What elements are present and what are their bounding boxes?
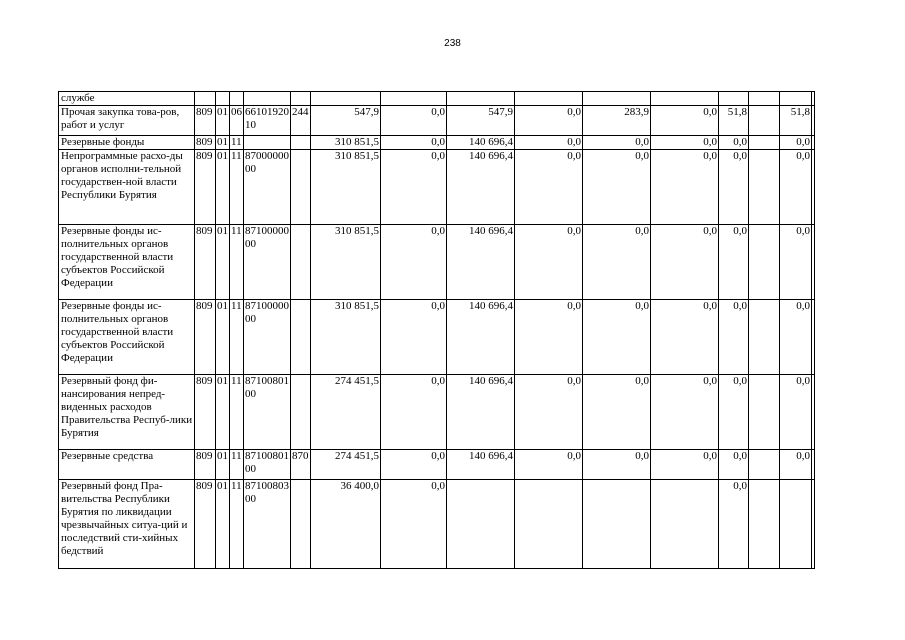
page-number: 238 [444,38,461,49]
amount-cell: 0,0 [583,450,651,480]
row-name: службе [59,92,195,106]
amount-cell: 0,0 [515,375,583,450]
amount-cell: 0,0 [583,150,651,225]
subsection-code: 11 [230,450,244,480]
amount-cell: 0,0 [651,450,719,480]
amount-cell: 0,0 [381,300,447,375]
expense-type-code [291,150,311,225]
amount-cell [749,150,780,225]
table-row [59,225,815,300]
expense-type-code [291,480,311,569]
percent-cell: 0,0 [780,225,812,300]
amount-cell: 547,9 [311,106,381,136]
target-article-code: 8710080300 [244,480,291,569]
percent-cell: 0,0 [780,450,812,480]
amount-cell [749,136,780,150]
kvsr-code: 809 [195,300,216,375]
amount-cell: 0,0 [381,225,447,300]
amount-cell [749,480,780,569]
amount-cell [812,136,815,150]
kvsr-code: 809 [195,225,216,300]
percent-cell: 51,8 [719,106,749,136]
target-article-code [244,92,291,106]
amount-cell: 0,0 [515,300,583,375]
row-name: Резервный фонд фи-нансирования непред-виденных расходов Правительства Респуб-лики Бурятия [59,375,195,450]
kvsr-code: 809 [195,150,216,225]
amount-cell [749,300,780,375]
table-row [59,92,815,106]
amount-cell [812,225,815,300]
kvsr-code: 809 [195,450,216,480]
section-code [216,92,230,106]
target-article-code: 8710080100 [244,375,291,450]
section-code: 01 [217,136,228,148]
amount-cell [749,225,780,300]
amount-cell [749,375,780,450]
section-code: 01 [216,150,230,225]
percent-cell: 0,0 [780,136,812,150]
percent-cell: 0,0 [719,136,749,150]
amount-cell: 310 851,5 [311,136,381,150]
amount-cell: 36 400,0 [311,480,381,569]
amount-cell: 140 696,4 [447,150,515,225]
kvsr-code: 809 [195,480,216,569]
amount-cell: 0,0 [381,375,447,450]
amount-cell: 0,0 [381,450,447,480]
kvsr-code: 809 [195,106,216,136]
amount-cell: 0,0 [515,136,583,150]
subsection-code: 11 [230,480,244,569]
amount-cell: 140 696,4 [447,375,515,450]
amount-cell [651,480,719,569]
target-article-code: 8710080100 [244,450,291,480]
percent-cell [780,480,812,569]
target-article-code: 8710000000 [244,300,291,375]
amount-cell: 0,0 [651,300,719,375]
expense-type-code [291,136,311,150]
percent-cell [780,92,812,106]
row-name: Резервные фонды ис-полнительных органов государственной власти субъектов Российской Федерации [59,300,195,375]
subsection-code [230,92,244,106]
percent-cell: 0,0 [719,300,749,375]
amount-cell: 140 696,4 [447,136,515,150]
amount-cell: 0,0 [651,136,719,150]
amount-cell: 0,0 [515,150,583,225]
expense-type-code [291,225,311,300]
amount-cell: 310 851,5 [311,225,381,300]
amount-cell: 0,0 [381,136,447,150]
amount-cell [812,300,815,375]
table-row [59,375,815,450]
amount-cell: 0,0 [651,375,719,450]
table-row [59,480,815,569]
budget-table [58,91,815,569]
amount-cell: 283,9 [583,106,651,136]
amount-cell: 140 696,4 [447,300,515,375]
percent-cell: 0,0 [719,375,749,450]
percent-cell: 0,0 [780,150,812,225]
amount-cell [447,480,515,569]
table-row [59,450,815,480]
section-code: 01 [216,375,230,450]
amount-cell: 0,0 [651,150,719,225]
amount-cell: 274 451,5 [311,375,381,450]
expense-type-code [291,375,311,450]
amount-cell: 0,0 [651,106,719,136]
amount-cell: 0,0 [583,300,651,375]
amount-cell: 0,0 [381,480,447,569]
subsection-code: 11 [230,150,244,225]
amount-cell: 310 851,5 [311,300,381,375]
subsection-code: 11 [231,136,242,148]
expense-type-code: 870 [291,450,311,480]
amount-cell [381,92,447,106]
kvsr-code [195,92,216,106]
amount-cell: 274 451,5 [311,450,381,480]
section-code: 01 [216,480,230,569]
amount-cell: 547,9 [447,106,515,136]
expense-type-code [291,300,311,375]
target-article-code: 8700000000 [244,150,291,225]
amount-cell [812,92,815,106]
row-name: Резервные фонды [59,136,195,150]
section-code: 01 [216,300,230,375]
amount-cell [515,92,583,106]
percent-cell: 0,0 [780,300,812,375]
amount-cell: 0,0 [515,450,583,480]
amount-cell: 140 696,4 [447,450,515,480]
expense-type-code: 244 [291,106,311,136]
percent-cell: 0,0 [719,450,749,480]
section-code: 01 [216,225,230,300]
target-article-code: 6610192010 [244,106,291,136]
amount-cell [749,106,780,136]
amount-cell [812,450,815,480]
target-article-code [244,136,291,150]
percent-cell: 51,8 [780,106,812,136]
table-row [59,106,815,136]
amount-cell [447,92,515,106]
percent-cell: 0,0 [719,225,749,300]
amount-cell: 0,0 [381,150,447,225]
amount-cell [812,375,815,450]
row-name: Резервный фонд Пра-вительства Республики Бурятия по ликвидации чрезвычайных ситуа-ций и последствий сти-хийных бедствий [59,480,195,569]
table-row [59,136,815,150]
amount-cell [812,106,815,136]
amount-cell: 140 696,4 [447,225,515,300]
amount-cell [651,92,719,106]
expense-type-code [291,92,311,106]
percent-cell: 0,0 [780,375,812,450]
amount-cell [749,92,780,106]
amount-cell: 310 851,5 [311,150,381,225]
amount-cell [812,150,815,225]
kvsr-code: 809 [195,375,216,450]
amount-cell [311,92,381,106]
subsection-code: 11 [230,300,244,375]
subsection-code: 11 [230,375,244,450]
amount-cell: 0,0 [381,106,447,136]
table-row [59,150,815,225]
section-code: 01 [216,106,230,136]
amount-cell [583,480,651,569]
percent-cell: 0,0 [719,480,749,569]
amount-cell: 0,0 [583,375,651,450]
amount-cell [812,480,815,569]
amount-cell: 0,0 [651,225,719,300]
section-code: 01 [216,450,230,480]
amount-cell: 0,0 [583,225,651,300]
percent-cell [719,92,749,106]
subsection-code: 06 [230,106,244,136]
target-article-code: 8710000000 [244,225,291,300]
amount-cell [749,450,780,480]
amount-cell [583,92,651,106]
row-name: Прочая закупка това-ров, работ и услуг [59,106,195,136]
amount-cell: 0,0 [515,225,583,300]
percent-cell: 0,0 [719,150,749,225]
row-name: Непрограммные расхо-ды органов исполни-тельной государствен-ной власти Республики Бурятия [59,150,195,225]
amount-cell: 0,0 [583,136,651,150]
amount-cell [515,480,583,569]
row-name: Резервные фонды ис-полнительных органов государственной власти субъектов Российской Федерации [59,225,195,300]
kvsr-code: 809 [195,136,216,150]
subsection-code: 11 [230,225,244,300]
amount-cell: 0,0 [515,106,583,136]
row-name: Резервные средства [59,450,195,480]
table-row [59,300,815,375]
